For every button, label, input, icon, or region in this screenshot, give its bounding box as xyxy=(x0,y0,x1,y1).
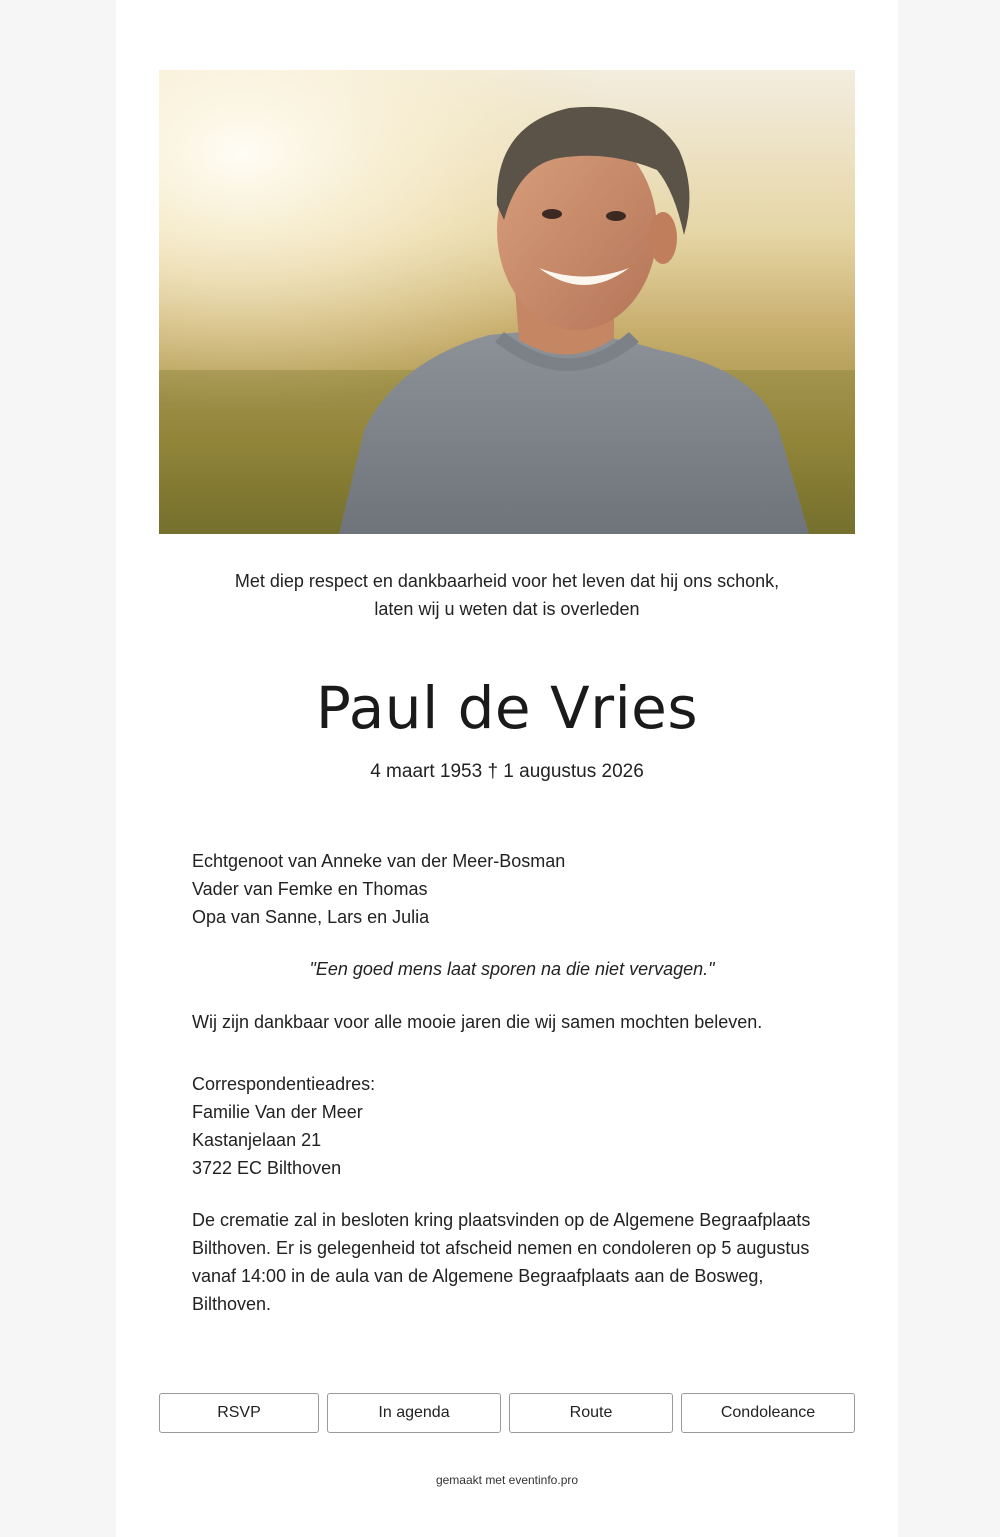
route-button[interactable]: Route xyxy=(509,1393,673,1433)
correspondence-street: Kastanjelaan 21 xyxy=(192,1130,322,1150)
intro-line-1: Met diep respect en dankbaarheid voor het leven dat hij ons schonk, xyxy=(234,571,780,591)
action-buttons xyxy=(159,1393,855,1435)
correspondence-address xyxy=(192,1070,832,1182)
relation-spouse: Echtgenoot van Anneke van der Meer-Bosman xyxy=(192,851,566,871)
correspondence-label: Correspondentieadres: xyxy=(192,1074,376,1094)
correspondence-name: Familie Van der Meer xyxy=(192,1102,363,1122)
relations-list xyxy=(192,847,832,931)
ceremony-text: De crematie zal in besloten kring plaatsvinden op de Algemene Begraafplaats Bilthoven. Er is gelegenheid tot afscheid nemen en condoleren op 5 augustus vanaf 14:00 in de aula van de Algemene Begraafplaats aan de Bosweg, Bilthoven. xyxy=(192,1210,811,1314)
portrait-photo xyxy=(159,70,855,534)
rsvp-button[interactable]: RSVP xyxy=(159,1393,319,1433)
relation-grandchildren: Opa van Sanne, Lars en Julia xyxy=(192,907,430,927)
add-to-agenda-button[interactable]: In agenda xyxy=(327,1393,501,1433)
life-dates: 4 maart 1953 † 1 augustus 2026 xyxy=(370,761,644,782)
footer-credit[interactable]: gemaakt met eventinfo.pro xyxy=(435,1473,579,1487)
intro-line-2: laten wij u weten dat is overleden xyxy=(374,599,640,619)
correspondence-city: 3722 EC Bilthoven xyxy=(192,1158,342,1178)
memorial-quote: "Een goed mens laat sporen na die niet vervagen." xyxy=(309,959,715,979)
deceased-name: Paul de Vries xyxy=(315,674,699,742)
thanks-text: Wij zijn dankbaar voor alle mooie jaren die wij samen mochten beleven. xyxy=(192,1012,763,1032)
intro-text xyxy=(159,567,855,623)
condolence-button[interactable]: Condoleance xyxy=(681,1393,855,1433)
relation-children: Vader van Femke en Thomas xyxy=(192,879,428,899)
